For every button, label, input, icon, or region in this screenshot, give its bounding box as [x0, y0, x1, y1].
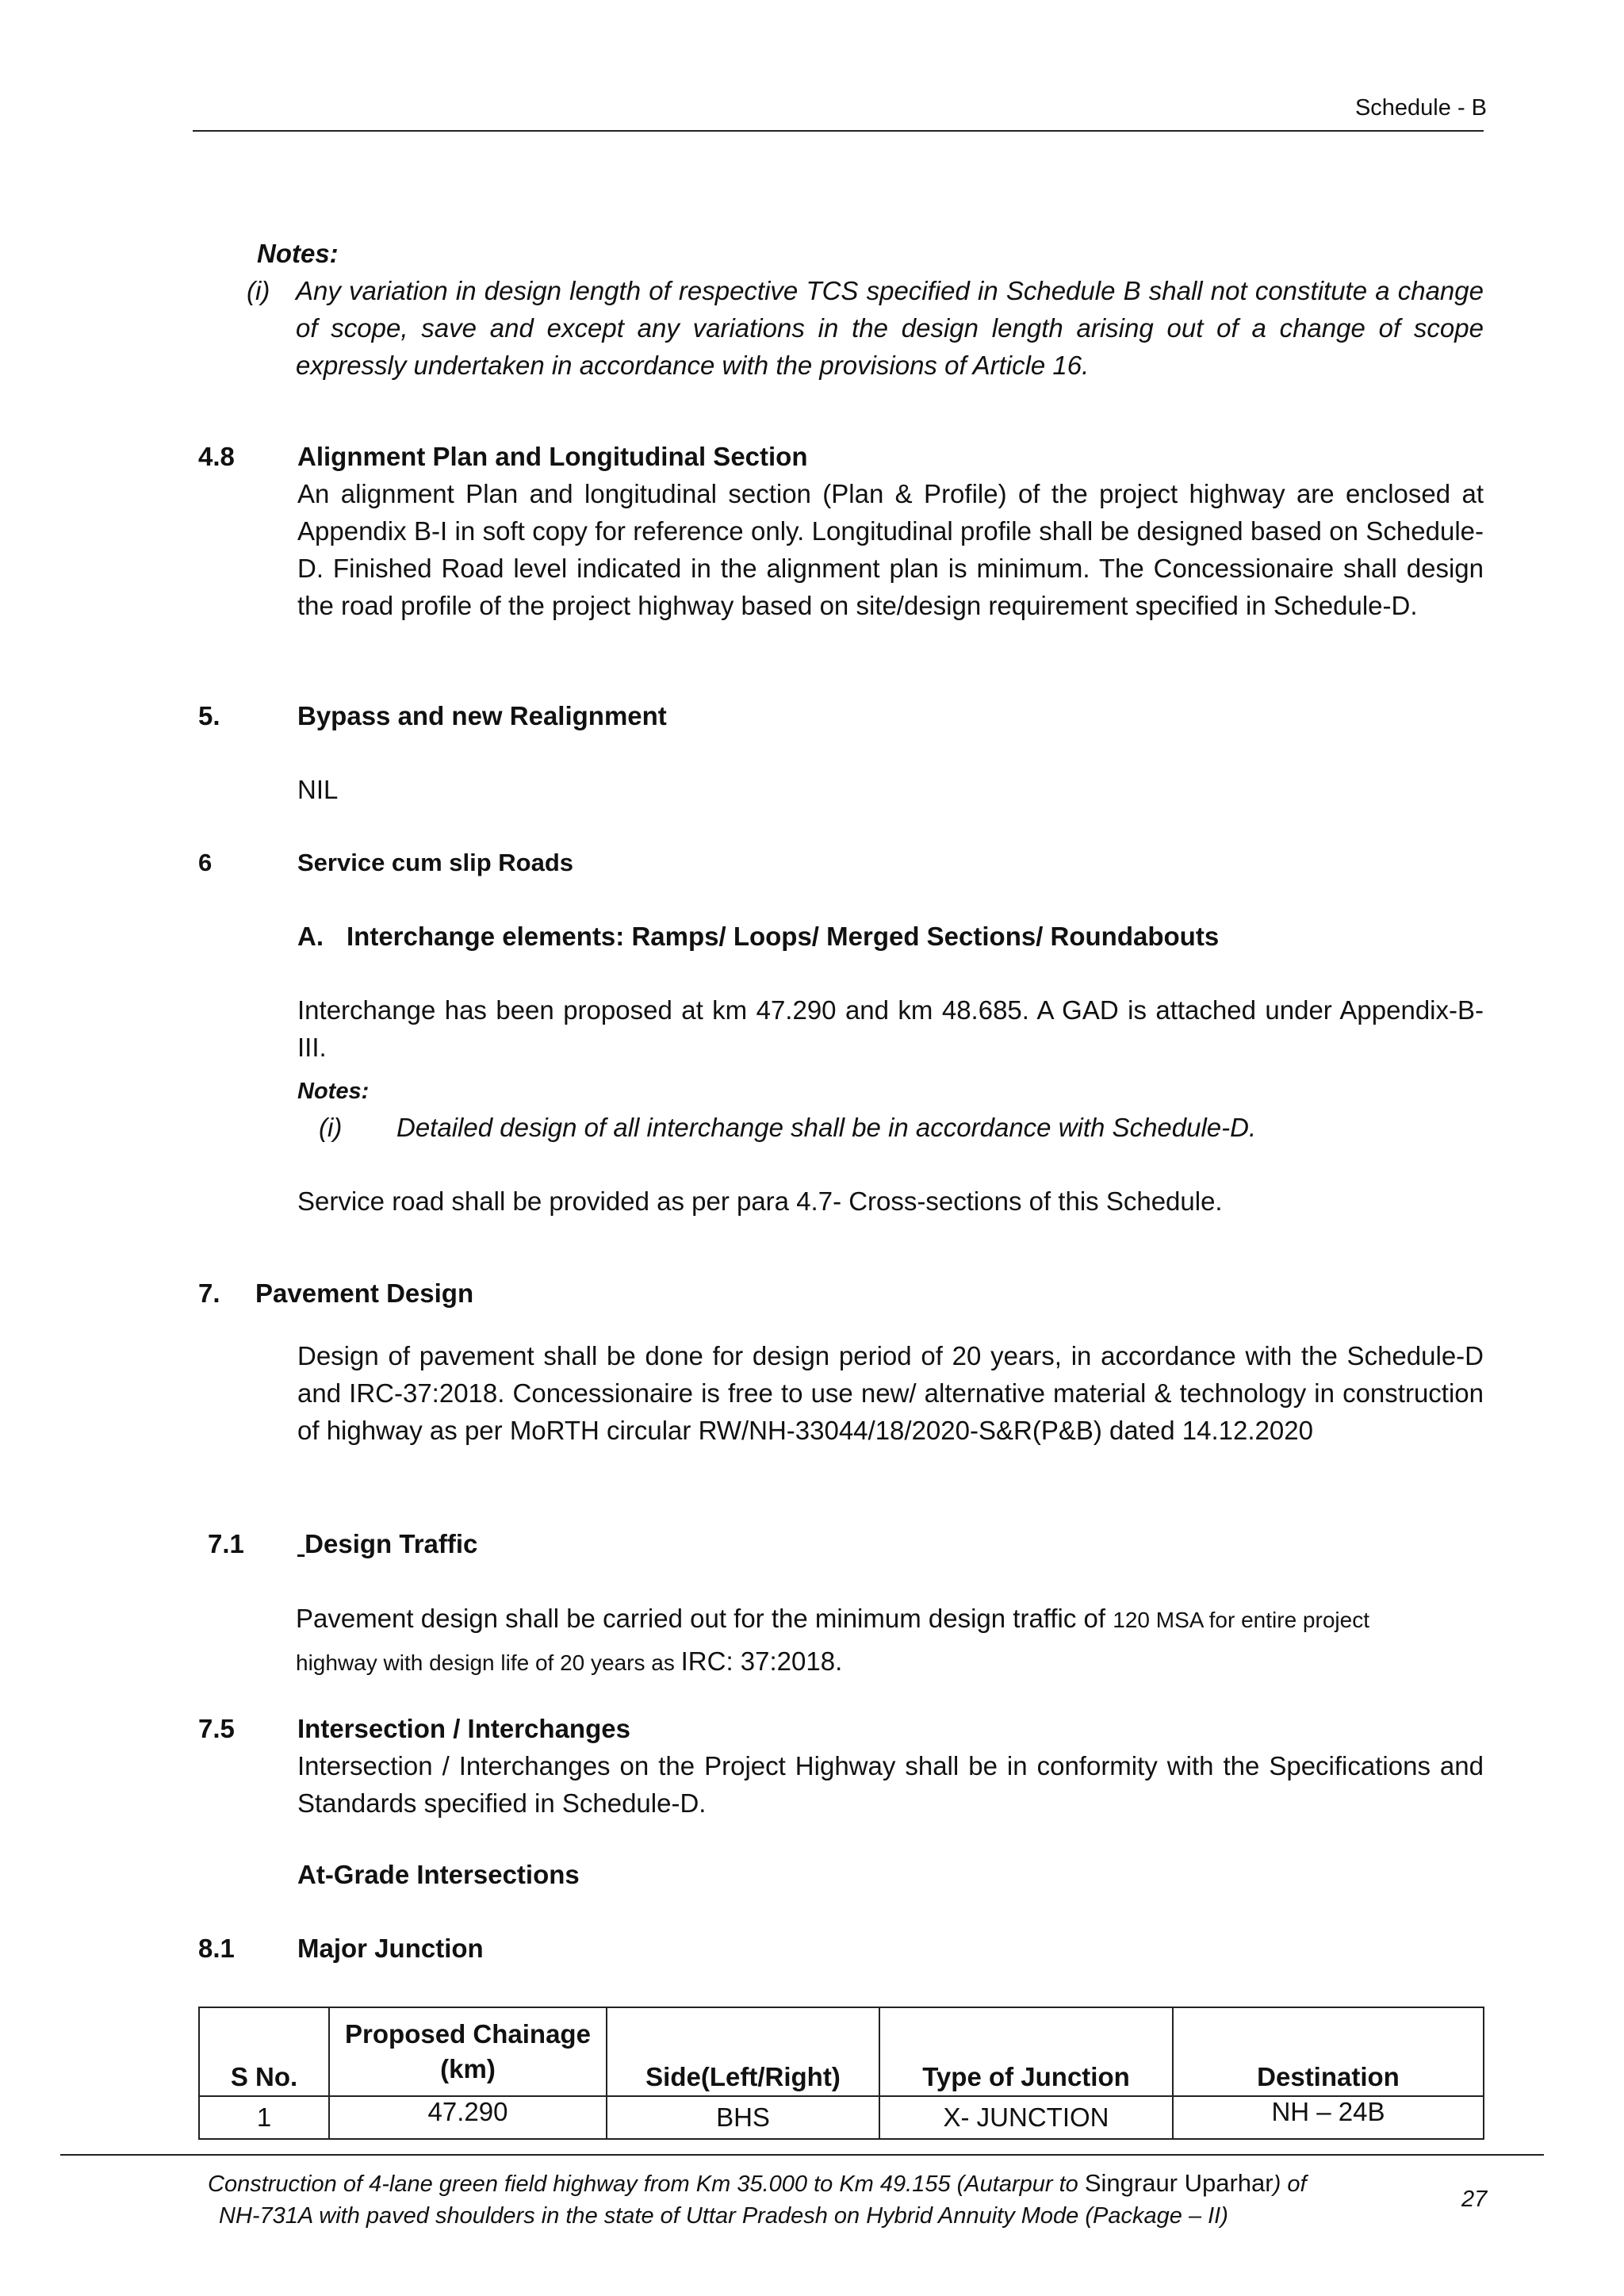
header-divider	[193, 130, 1484, 132]
notes-text: Any variation in design length of respective TCS specified in Schedule B shall not constitute a change of scope, save and except any variations in the design length arising out of a change of scope expressly undertaken in accordance with the provisions of Article 16.	[296, 276, 1484, 380]
footer-line: NH-731A with paved shoulders in the state of Uttar Pradesh on Hybrid Annuity Mode (Package – II)	[219, 2203, 1228, 2229]
section-number: 5.	[198, 701, 220, 730]
section-number: 7.1	[208, 1529, 244, 1558]
footer-line	[208, 2168, 1445, 2200]
notes-heading: Notes:	[257, 239, 339, 268]
body-part: 120 MSA for entire project	[1113, 1608, 1369, 1632]
subsection-marker: A.	[297, 922, 324, 951]
section-title: Alignment Plan and Longitudinal Section	[297, 442, 808, 471]
major-junction-table	[198, 2007, 1484, 2140]
section-body: An alignment Plan and longitudinal section (Plan & Profile) of the project highway are enclosed at Appendix B-I in soft copy for reference only. Longitudinal profile shall be designed based on Schedule-D. Finished Road level indicated in the alignment plan is minimum. The Concessionaire shall design the road profile of the project highway based on site/design requirement specified in Schedule-D.	[297, 479, 1484, 620]
table-header-row	[199, 2007, 1484, 2096]
section-number: 8.1	[198, 1934, 235, 1963]
table-cell: BHS	[607, 2096, 879, 2139]
table-header-cell: Proposed Chainage (km)	[329, 2007, 607, 2096]
section-body: Design of pavement shall be done for design period of 20 years, in accordance with the Schedule-D and IRC-37:2018. Concessionaire is free to use new/ alternative material & technology in construction of highway as per MoRTH circular RW/NH-33044/18/2020-S&R(P&B) dated 14.12.2020	[297, 1341, 1484, 1445]
table-cell: 47.290	[329, 2096, 607, 2139]
table-cell: NH – 24B	[1173, 2096, 1484, 2139]
section-body: Intersection / Interchanges on the Project Highway shall be in conformity with the Specifications and Standards specified in Schedule-D.	[297, 1751, 1484, 1818]
notes-marker: (i)	[319, 1113, 343, 1142]
footer-text	[208, 2168, 1445, 2232]
table-row	[199, 2096, 1484, 2139]
footer-part: ) of	[1273, 2171, 1307, 2197]
section-body: Service road shall be provided as per para 4.7- Cross-sections of this Schedule.	[297, 1186, 1223, 1216]
section-body: NIL	[297, 775, 339, 804]
footer-part: Construction of 4-lane green field highway from Km 35.000 to Km 49.155 (Autarpur to	[208, 2171, 1085, 2197]
section-title: Intersection / Interchanges	[297, 1714, 630, 1743]
section-body: Interchange has been proposed at km 47.290 and km 48.685. A GAD is attached under Appendix-B-III.	[297, 995, 1484, 1062]
section-title-text: Design Traffic	[304, 1529, 478, 1558]
subsection-title: Interchange elements: Ramps/ Loops/ Merged Sections/ Roundabouts	[347, 922, 1220, 951]
section-title: Pavement Design	[255, 1278, 474, 1308]
page-number: 27	[1461, 2187, 1488, 2212]
section-number: 7.5	[198, 1714, 235, 1743]
section-title: Major Junction	[297, 1934, 484, 1963]
subsection-title: At-Grade Intersections	[297, 1860, 580, 1889]
notes-heading: Notes:	[297, 1079, 370, 1104]
section-title: Bypass and new Realignment	[297, 701, 667, 730]
table-cell: 1	[199, 2096, 329, 2139]
section-number: 7.	[198, 1278, 220, 1308]
section-number: 4.8	[198, 442, 235, 471]
body-part: highway with design life of 20 years as	[296, 1650, 681, 1675]
table-header-cell: S No.	[199, 2007, 329, 2096]
header-title: Schedule - B	[1354, 95, 1487, 121]
body-part: IRC: 37:2018.	[680, 1646, 843, 1676]
page-header	[1355, 95, 1487, 121]
section-title: Service cum slip Roads	[297, 849, 574, 876]
table-cell: X- JUNCTION	[879, 2096, 1173, 2139]
section-number: 6	[198, 849, 213, 876]
body-part: Pavement design shall be carried out for the minimum design traffic of	[296, 1604, 1113, 1633]
footer-divider	[60, 2154, 1544, 2156]
table-header-cell: Type of Junction	[879, 2007, 1173, 2096]
footer-part: Singraur Uparhar	[1084, 2169, 1274, 2197]
notes-text: Detailed design of all interchange shall be in accordance with Schedule-D.	[396, 1113, 1257, 1142]
table-header-cell: Side(Left/Right)	[607, 2007, 879, 2096]
notes-marker: (i)	[247, 276, 270, 305]
section-title	[297, 1525, 477, 1562]
table-header-cell: Destination	[1173, 2007, 1484, 2096]
section-body	[296, 1600, 1484, 1685]
